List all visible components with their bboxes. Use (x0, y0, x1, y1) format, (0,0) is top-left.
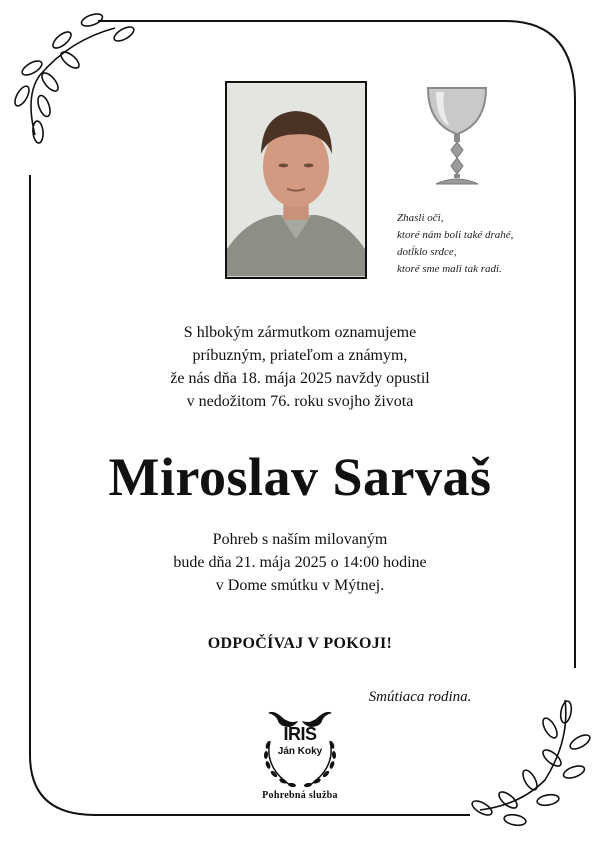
logo-owner: Ján Koky (277, 746, 323, 757)
deceased-name: Miroslav Sarvaš (108, 447, 492, 507)
family-signature: Smútiaca rodina. (368, 689, 472, 705)
announcement-line: príbuzným, priateľom a známym, (192, 347, 408, 364)
announcement-line: v nedožitom 76. roku svojho života (186, 393, 414, 410)
announcement-text (60, 321, 540, 413)
logo-title: IRIS (283, 724, 317, 744)
leaf-branch-icon-top-left (12, 12, 136, 144)
portrait-photo (225, 81, 367, 279)
announcement-line: S hlbokým zármutkom oznamujeme (183, 324, 417, 341)
leaf-branch-icon-bottom-right (470, 700, 592, 827)
announcement-line: že nás dňa 18. mája 2025 navždy opustil (170, 370, 430, 387)
funeral-line: v Dome smútku v Mýtnej. (215, 577, 385, 594)
poem-line: dotĺklo srdce, (397, 246, 457, 258)
funeral-line: bude dňa 21. mája 2025 o 14:00 hodine (173, 554, 427, 571)
logo-service-label: Pohrebná služba (262, 790, 338, 801)
closing-text: ODPOČÍVAJ V POKOJI! (207, 635, 393, 652)
funeral-line: Pohreb s naším milovaným (212, 531, 388, 548)
poem-line: ktoré nám boli také drahé, (397, 229, 514, 241)
chalice-icon (422, 84, 492, 188)
poem (397, 210, 587, 278)
poem-line: ktoré sme mali tak radi. (397, 263, 502, 275)
funeral-info (60, 528, 540, 597)
poem-line: Zhasli oči, (397, 212, 444, 224)
